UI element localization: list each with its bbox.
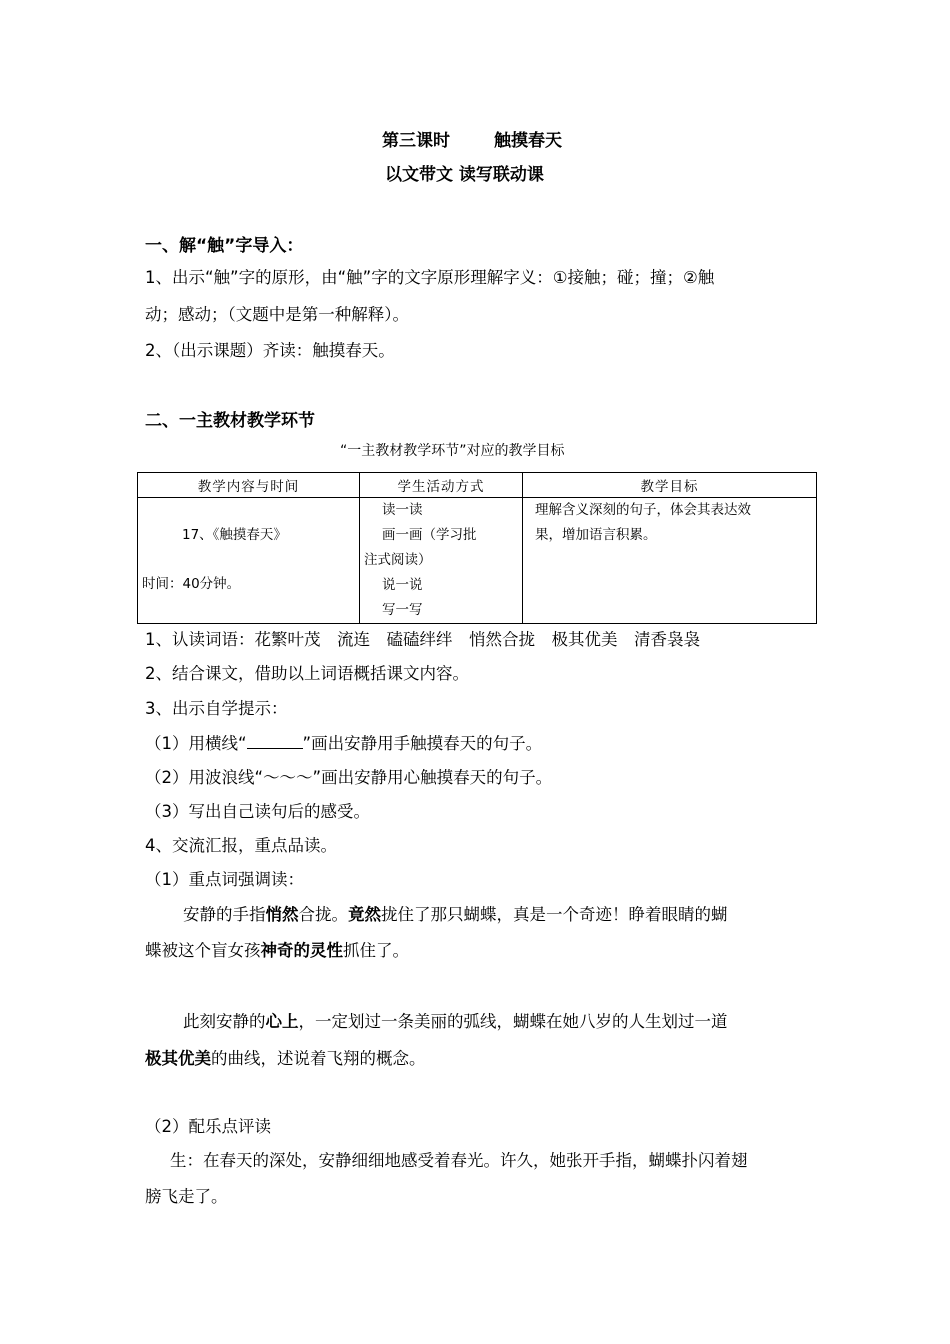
content-time: 时间：40分钟。 — [142, 576, 241, 592]
goal-line: 理解含义深刻的句子，体会其表达效 — [535, 502, 751, 518]
quote-text: 拢住了那只蝴蝶，真是一个奇迹！睁着眼睛的蝴 — [381, 905, 728, 924]
quote-text: 合拢。 — [298, 905, 348, 924]
sub-item-1-post: ”画出安静用手触摸春天的句子。 — [302, 734, 543, 753]
quote2-line1 — [183, 1008, 728, 1032]
lesson-label: 第三课时 — [382, 131, 450, 151]
lesson-topic: 触摸春天 — [494, 131, 562, 151]
header-activity: 学生活动方式 — [360, 473, 523, 498]
section1-p1-line2: 动；感动；（文题中是第一种解释）。 — [145, 305, 409, 324]
quote-text: 抓住了。 — [343, 941, 409, 960]
sub-item-2: （2）用波浪线“～～～”画出安静用心触摸春天的句子。 — [145, 768, 553, 787]
sub-item-3: （3）写出自己读句后的感受。 — [145, 802, 370, 821]
quote-text: 蝶被这个盲女孩 — [145, 941, 261, 960]
quote-text: 此刻安静的 — [183, 1012, 266, 1031]
table-header-row — [138, 473, 817, 498]
table-caption: “一主教材教学环节”对应的教学目标 — [340, 443, 565, 459]
quote1-line1 — [183, 901, 728, 925]
quote-text: ，一定划过一条美丽的弧线，蝴蝶在她八岁的人生划过一道 — [298, 1012, 728, 1031]
header-content: 教学内容与时间 — [138, 473, 360, 498]
header-goal: 教学目标 — [523, 473, 817, 498]
table-row — [138, 498, 817, 624]
quote-keyword: 竟然 — [348, 905, 381, 924]
goal-line: 果，增加语言积累。 — [535, 527, 657, 543]
quote-text: 的曲线，述说着飞翔的概念。 — [211, 1049, 426, 1068]
activity-item: 读一读 — [382, 502, 423, 518]
sub-item-5: （2）配乐点评读 — [145, 1117, 271, 1136]
item-1: 1、认读词语：花繁叶茂 流连 磕磕绊绊 悄然合拢 极其优美 清香袅袅 — [145, 630, 700, 649]
section1-p1-line1: 1、出示“触”字的原形，由“触”字的文字原形理解字义：①接触；碰；撞；②触 — [145, 268, 715, 287]
activity-item: 画一画（学习批 — [382, 527, 477, 543]
content-title: 17、《触摸春天》 — [182, 527, 287, 543]
quote-keyword: 心上 — [265, 1012, 299, 1031]
sub-item-4: （1）重点词强调读： — [145, 870, 304, 889]
page-subtitle: 以文带文 读写联动课 — [385, 165, 544, 185]
quote1-line2 — [145, 937, 409, 961]
item-4: 4、交流汇报，重点品读。 — [145, 836, 337, 855]
activity-item: 注式阅读） — [364, 552, 432, 568]
activity-cell — [360, 498, 523, 624]
item-2: 2、结合课文，借助以上词语概括课文内容。 — [145, 664, 469, 683]
student-line1: 生：在春天的深处，安静细细地感受着春光。许久，她张开手指，蝴蝶扑闪着翅 — [170, 1151, 748, 1170]
sub-item-1 — [145, 730, 542, 754]
quote-text: 安静的手指 — [183, 905, 266, 924]
activity-item: 写一写 — [382, 602, 423, 618]
activity-item: 说一说 — [382, 577, 423, 593]
goal-cell — [523, 498, 817, 624]
objectives-table — [137, 472, 817, 624]
sub-item-1-pre: （1）用横线“ — [145, 734, 247, 753]
quote2-line2 — [145, 1045, 426, 1069]
quote-keyword: 极其优美 — [145, 1049, 211, 1068]
quote-keyword: 悄然 — [265, 905, 299, 924]
content-cell — [138, 498, 360, 624]
section1-p2: 2、（出示课题）齐读：触摸春天。 — [145, 341, 395, 360]
item-3: 3、出示自学提示： — [145, 699, 288, 718]
section2-heading: 二、一主教材教学环节 — [145, 411, 315, 431]
underline-blank — [247, 734, 303, 749]
student-line2: 膀飞走了。 — [145, 1187, 228, 1206]
quote-keyword: 神奇的灵性 — [260, 941, 343, 960]
section1-heading: 一、解“触”字导入： — [145, 236, 304, 256]
